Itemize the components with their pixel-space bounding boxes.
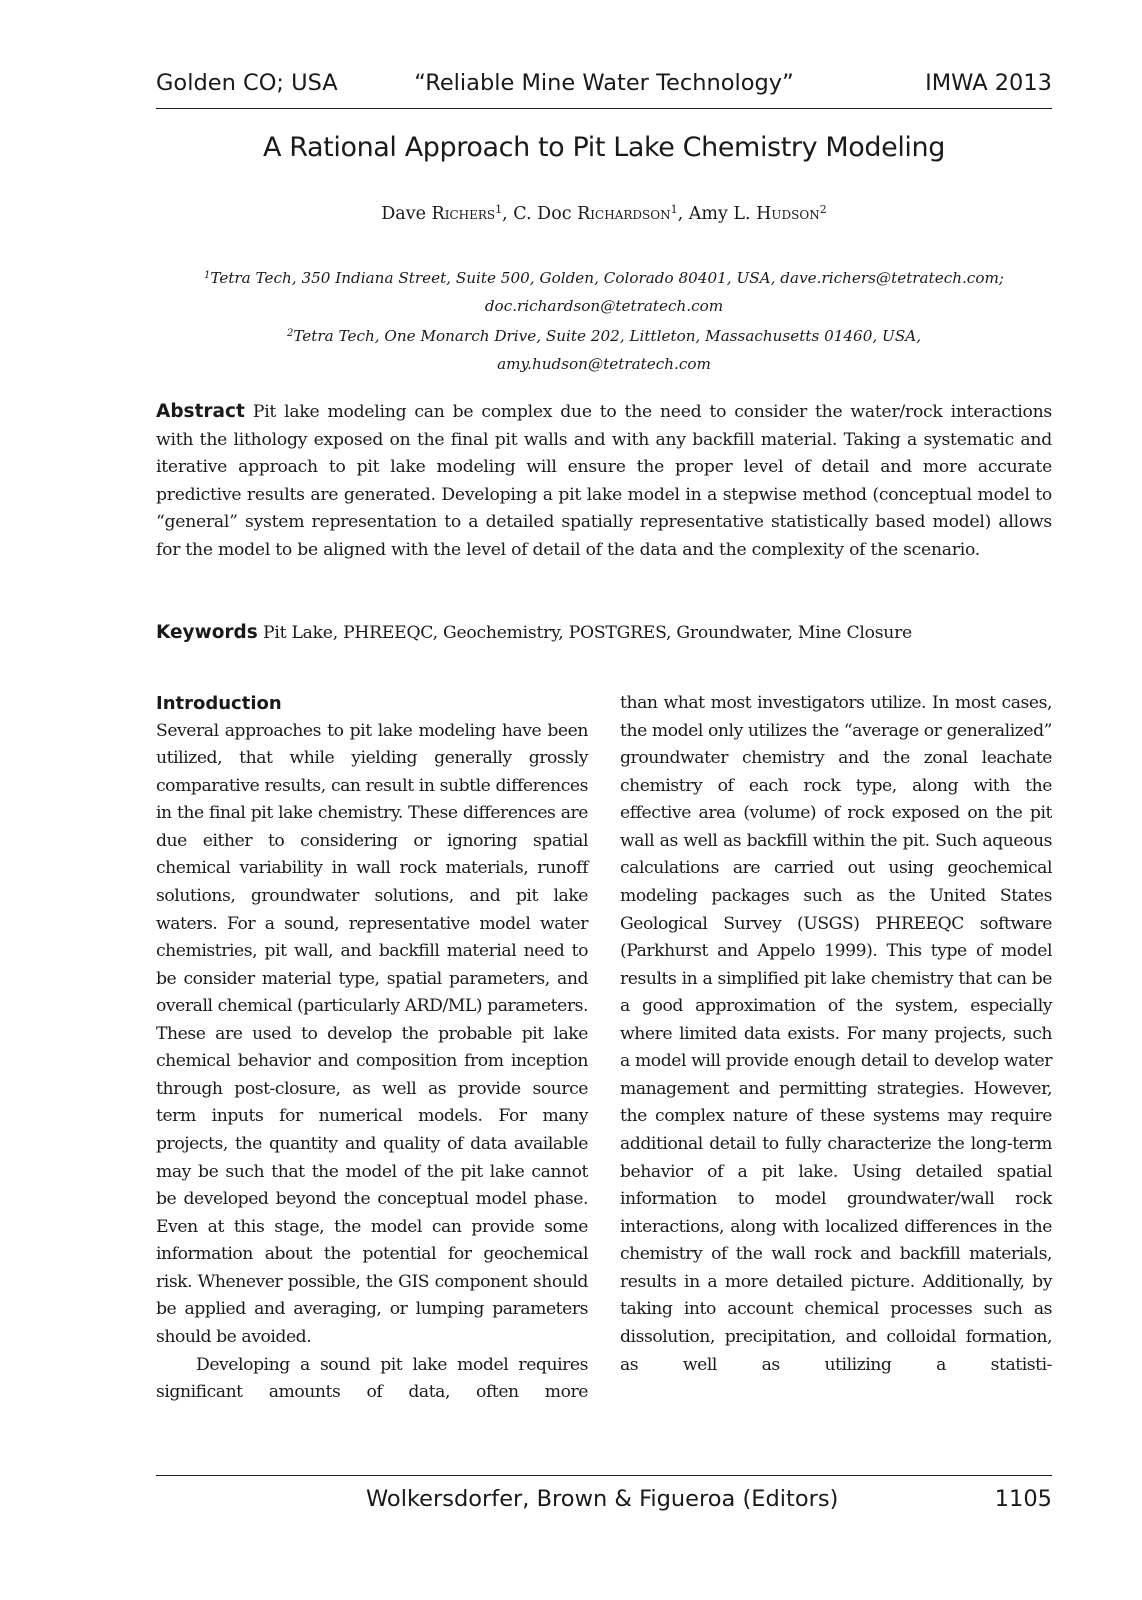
header-conference-motto: “Reliable Mine Water Technology” <box>414 70 794 96</box>
body-column-left <box>156 690 588 1407</box>
header-location: Golden CO; USA <box>156 70 338 96</box>
header-conference-name: IMWA 2013 <box>925 70 1052 96</box>
abstract <box>156 398 1052 565</box>
author-1-last: Richers <box>431 204 496 224</box>
page-number: 1105 <box>994 1486 1052 1512</box>
affiliation-2-line-2: amy.hudson@tetratech.com <box>497 355 711 373</box>
abstract-label: Abstract <box>156 401 245 422</box>
author-3-last: Hudson <box>756 204 820 224</box>
author-3-affiliation-mark: 2 <box>819 203 827 216</box>
introduction-paragraph-2-continued: than what most investigators utilize. In most cases, the model only utilizes the “average or generalized” groundwater chemistry and the zonal leachate chemistry of each rock type, along with the effective area (volume) of rock exposed on the pit wall as well as backfill within the pit. Such aqueous calculations are carried out using geochemical modeling packages such as the United States Geological Survey (USGS) PHREEQC software (Parkhurst and Appelo 1999). This type of model results in a simplified pit lake chemistry that can be a good approximation of the system, especially where limited data exists. For many projects, such a model will provide enough detail to develop water management and permitting strategies. However, the complex nature of these systems may require additional detail to fully characterize the long-term behavior of a pit lake. Using detailed spatial information to model groundwater/wall rock interactions, along with localized differences in the chemistry of the wall rock and backfill materials, results in a more detailed picture. Additionally, by taking into account chemical processes such as dissolution, precipitation, and colloidal formation, as well as utilizing a statisti- <box>620 693 1052 1375</box>
body-column-right <box>620 690 1052 1379</box>
affiliation-2-line-1 <box>156 320 1052 350</box>
keywords-text: Pit Lake, PHREEQC, Geochemistry, POSTGRES, Groundwater, Mine Closure <box>263 623 912 643</box>
author-2-last: Richardson <box>577 204 671 224</box>
keywords-label: Keywords <box>156 622 258 643</box>
running-header <box>156 66 1052 109</box>
running-footer <box>156 1475 1052 1516</box>
author-list: Dave Richers$^1$, C. Doc Richardson$^1$, Amy L. Hudson$^2$ <box>381 203 827 224</box>
introduction-paragraph-1: Several approaches to pit lake modeling have been utilized, that while yielding generally grossly comparative results, can result in subtle differences in the final pit lake chemistry. These differences are due either to considering or ignoring spatial chemical variability in wall rock materials, runoff solutions, groundwater solutions, and pit lake waters. For a sound, representative model water chemistries, pit wall, and backfill material need to be consider material type, spatial parameters, and overall chemical (particularly ARD/ML) parameters. These are used to develop the probable pit lake chemical behavior and composition from inception through post-closure, as well as provide source term inputs for numerical models. For many projects, the quantity and quality of data available may be such that the model of the pit lake cannot be developed beyond the conceptual model phase. Even at this stage, the model can provide some information about the potential for geochemical risk. Whenever possible, the GIS component should be applied and averaging, or lumping parameters should be avoided. <box>156 720 588 1347</box>
paper-title: A Rational Approach to Pit Lake Chemistry Modeling <box>263 132 945 163</box>
footer-editors: Wolkersdorfer, Brown & Figueroa (Editors) <box>366 1486 839 1512</box>
introduction-paragraph-2: Developing a sound pit lake model requires significant amounts of data, often more <box>156 1354 588 1403</box>
affiliation-1-text: Tetra Tech, 350 Indiana Street, Suite 500, Golden, Colorado 80401, USA, dave.richers@tetratech.com; <box>210 269 1004 287</box>
author-1-affiliation-mark: 1 <box>495 203 503 216</box>
affiliations <box>156 262 1052 378</box>
affiliation-1-line-1 <box>156 262 1052 292</box>
author-3-first: Amy L. <box>688 204 751 224</box>
author-2-first: C. Doc <box>513 204 572 224</box>
keywords <box>156 619 1052 648</box>
affiliation-1-line-2: doc.richardson@tetratech.com <box>484 297 724 315</box>
affiliation-2-text: Tetra Tech, One Monarch Drive, Suite 202, Littleton, Massachusetts 01460, USA, <box>293 327 922 345</box>
section-heading-introduction: Introduction <box>156 693 282 714</box>
abstract-text: Pit lake modeling can be complex due to the need to consider the water/rock interactions with the lithology exposed on the final pit walls and with any backfill material. Taking a systematic and iterative approach to pit lake modeling will ensure the proper level of detail and more accurate predictive results are generated. Developing a pit lake model in a stepwise method (conceptual model to “general” system representation to a detailed spatially representative statistically based model) allows for the model to be aligned with the level of detail of the data and the complexity of the scenario. <box>156 402 1052 560</box>
author-1-first: Dave <box>381 204 426 224</box>
author-2-affiliation-mark: 1 <box>670 203 678 216</box>
affiliation-1-mark: 1 <box>204 270 211 281</box>
affiliation-2-mark: 2 <box>286 328 294 339</box>
